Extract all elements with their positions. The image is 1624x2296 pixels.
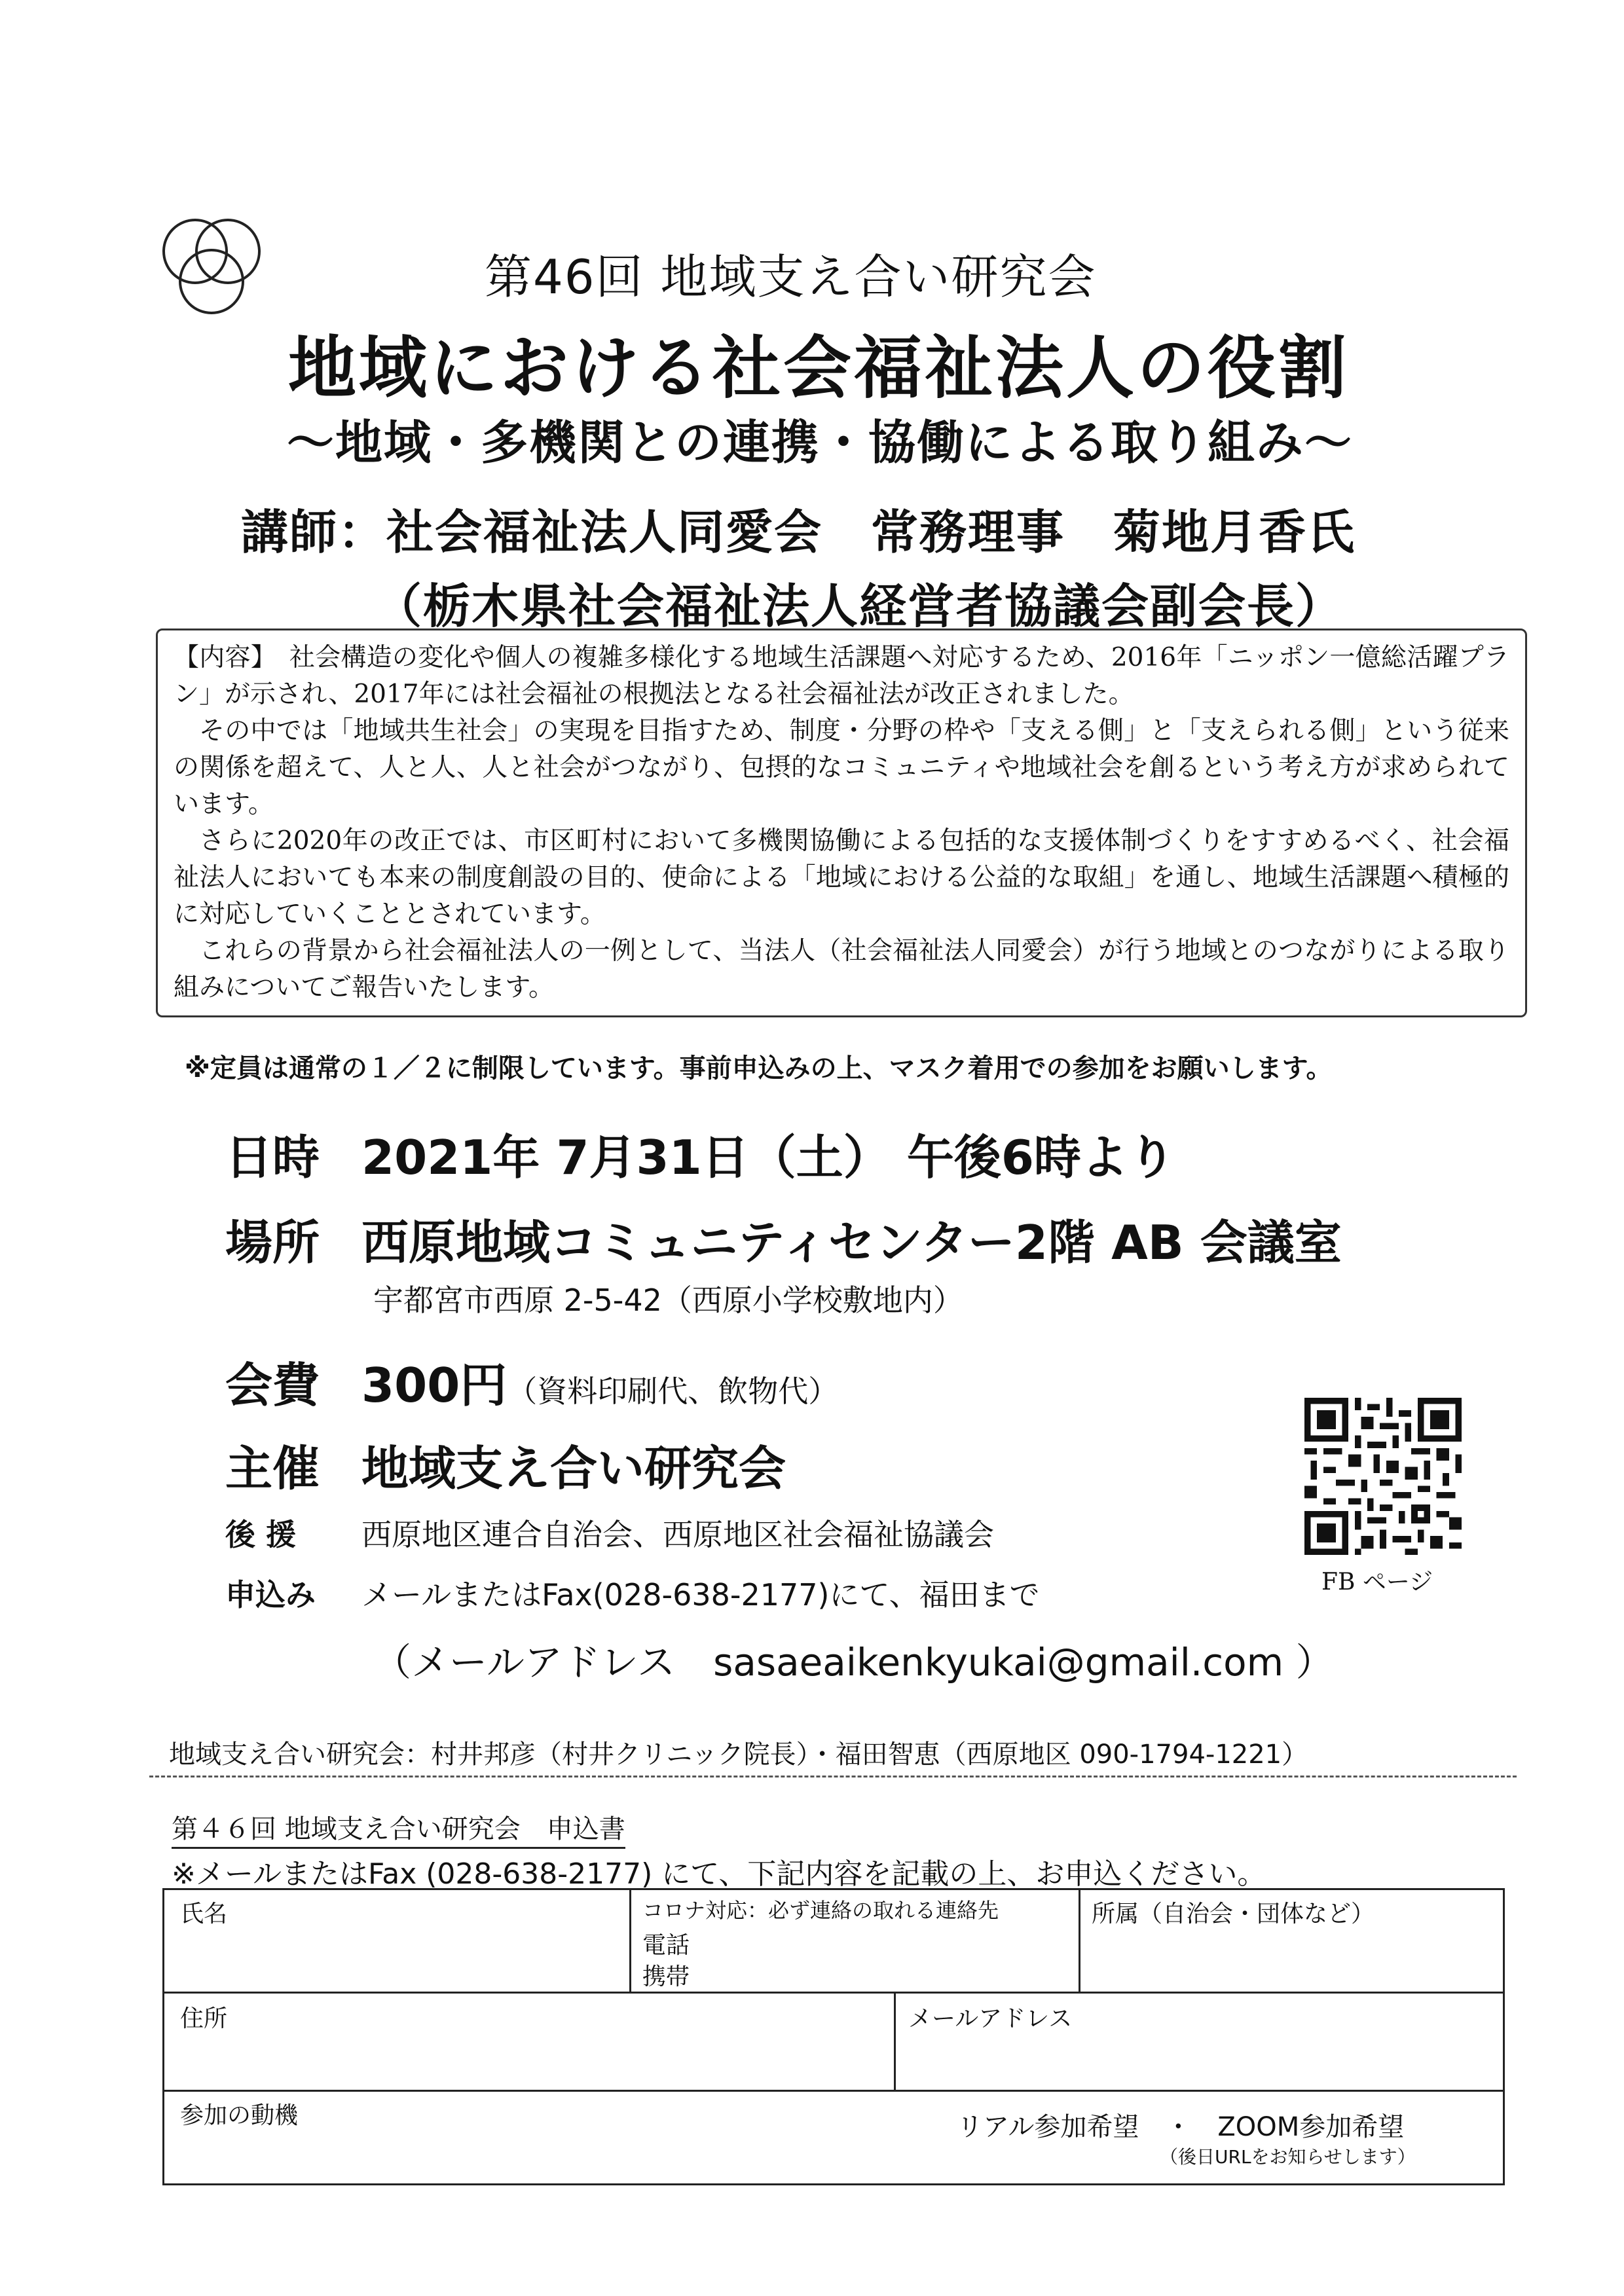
form-title: 第４６回 地域支え合い研究会 申込書 xyxy=(172,1808,625,1849)
email-field[interactable]: メールアドレス xyxy=(908,2005,1073,2032)
motive-field[interactable]: 参加の動機 xyxy=(180,2102,299,2129)
place-label: 場所 xyxy=(225,1215,320,1270)
qr-caption: FB ページ xyxy=(1321,1569,1433,1595)
content-paragraph: さらに2020年の改正では、市区町村において多機関協働による包括的な支援体制づくりをすすめるべく、社会福祉法人においても本来の制度創設の目的、使命による「地域における公益的な取組」を通し、地域生活課題へ積極的に対応していくこととされています。 xyxy=(174,826,1509,929)
capacity-notice: ※定員は通常の１／２に制限しています。事前申込みの上、マスク着用での参加をお願いします。 xyxy=(185,1053,1333,1084)
series-title: 第46回 地域支え合い研究会 xyxy=(485,249,1097,304)
fee-value: 300円 xyxy=(361,1358,507,1413)
form-row-divider xyxy=(164,1992,1503,1994)
date-label: 日時 xyxy=(225,1130,320,1185)
support-row xyxy=(225,1511,994,1554)
rings-logo-icon xyxy=(149,211,274,322)
content-paragraph: これらの背景から社会福祉法人の一例として、当法人（社会福祉法人同愛会）が行う地域とのつながりによる取り組みについてご報告いたします。 xyxy=(174,936,1509,1002)
organizer-label: 主催 xyxy=(225,1441,320,1496)
date-value: 2021年 7月31日（土） 午後6時より xyxy=(361,1130,1175,1185)
attendance-options[interactable]: リアル参加希望 ・ ZOOM参加希望 xyxy=(957,2112,1405,2142)
covid-contact-label: コロナ対応：必ず連絡の取れる連絡先 xyxy=(642,1898,999,1923)
organizer-row xyxy=(225,1430,786,1499)
content-box xyxy=(156,629,1527,1017)
form-note: ※メールまたはFax (028-638-2177) にて、下記内容を記載の上、お申込ください。 xyxy=(172,1857,1266,1891)
qr-code-icon[interactable] xyxy=(1304,1398,1462,1555)
apply-row xyxy=(225,1571,1040,1614)
address: 宇都宮市西原 2-5-42（西原小学校敷地内） xyxy=(373,1283,963,1318)
form-col-divider xyxy=(629,1890,631,1992)
fee-label: 会費 xyxy=(225,1358,320,1413)
apply-label: 申込み xyxy=(225,1577,316,1613)
organizer-value: 地域支え合い研究会 xyxy=(361,1441,786,1496)
application-form xyxy=(162,1888,1505,2185)
url-note: （後日URLをお知らせします） xyxy=(1160,2146,1416,2168)
lecturer-role: （栃木県社会福祉法人経営者協議会副会長） xyxy=(375,579,1344,634)
affiliation-field[interactable]: 所属（自治会・団体など） xyxy=(1092,1901,1375,1927)
fee-row xyxy=(225,1347,838,1415)
email-line[interactable]: （メールアドレス sasaeaikenkyukai@gmail.com ） xyxy=(373,1640,1334,1685)
lecturer: 講師：社会福祉法人同愛会 常務理事 菊地月香氏 xyxy=(241,505,1356,560)
form-row-divider xyxy=(164,2090,1503,2092)
date-row xyxy=(225,1120,1175,1188)
apply-value: メールまたはFax(028-638-2177)にて、福田まで xyxy=(361,1577,1040,1613)
address-field[interactable]: 住所 xyxy=(180,2005,228,2032)
form-col-divider xyxy=(1079,1890,1080,1992)
content-paragraph: 【内容】 社会構造の変化や個人の複雑多様化する地域生活課題へ対応するため、2016年「ニッポン一億総活躍プラン」が示され、2017年には社会福祉の根拠法となる社会福祉法が改正されました。 xyxy=(174,643,1509,709)
name-field[interactable]: 氏名 xyxy=(180,1901,228,1927)
phone-field[interactable]: 電話 xyxy=(642,1932,690,1959)
support-label: 後 援 xyxy=(225,1517,297,1552)
page-title: 地域における社会福祉法人の役割 xyxy=(288,328,1350,408)
contacts: 地域支え合い研究会：村井邦彦（村井クリニック院長）・福田智恵（西原地区 090-1794-1221） xyxy=(169,1740,1308,1770)
page-subtitle: 〜地域・多機関との連携・協働による取り組み〜 xyxy=(287,415,1354,470)
place-value: 西原地域コミュニティセンター2階 AB 会議室 xyxy=(361,1215,1342,1270)
place-row xyxy=(225,1205,1342,1273)
mobile-field[interactable]: 携帯 xyxy=(642,1963,690,1990)
form-col-divider xyxy=(894,1992,896,2090)
fee-note: （資料印刷代、飲物代） xyxy=(507,1374,839,1409)
support-value: 西原地区連合自治会、西原地区社会福祉協議会 xyxy=(361,1517,994,1552)
cut-line xyxy=(149,1776,1517,1777)
content-paragraph: その中では「地域共生社会」の実現を目指すため、制度・分野の枠や「支える側」と「支えられる側」という従来の関係を超えて、人と人、人と社会がつながり、包摂的なコミュニティや地域社会を創るという考え方が求められています。 xyxy=(174,716,1509,819)
